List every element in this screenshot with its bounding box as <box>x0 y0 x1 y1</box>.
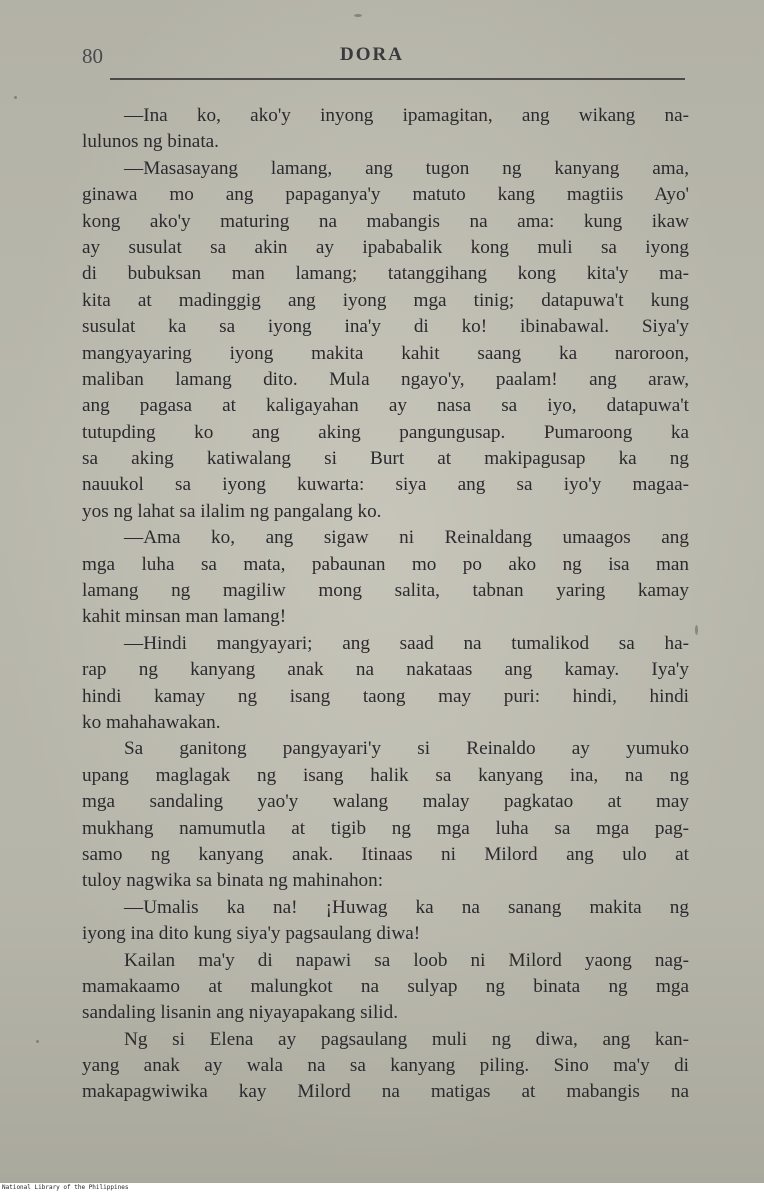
text-line: yos ng lahat sa ilalim ng pangalang ko. <box>82 500 382 522</box>
text-line: —Ama ko, ang sigaw ni Reinaldang umaagos ang <box>124 527 689 549</box>
text-line: di bubuksan man lamang; tatanggihang kong kita'y ma- <box>82 263 689 285</box>
text-line: —Masasayang lamang, ang tugon ng kanyang ama, <box>124 157 689 179</box>
body-text <box>82 103 689 1106</box>
text-line: kahit minsan man lamang! <box>82 606 287 628</box>
text-line: mamakaamo at malungkot na sulyap ng binata ng mga <box>82 975 689 997</box>
text-line: ko mahahawakan. <box>82 711 221 733</box>
text-line: tuloy nagwika sa binata ng mahinahon: <box>82 870 384 892</box>
text-line: samo ng kanyang anak. Itinaas ni Milord ang ulo at <box>82 843 689 865</box>
text-line: ginawa mo ang papaganya'y matuto kang magtiis Ayo' <box>82 184 689 206</box>
text-line: mga luha sa mata, pabaunan mo po ako ng isa man <box>82 553 689 575</box>
header-rule <box>110 78 685 80</box>
text-line: yang anak ay wala na sa kanyang piling. Sino ma'y di <box>82 1055 689 1077</box>
text-line: makapagwiwika kay Milord na matigas at mabangis na <box>82 1081 689 1103</box>
paper-speck <box>36 1040 39 1043</box>
text-line: lamang ng magiliw mong salita, tabnan yaring kamay <box>82 580 689 602</box>
text-line: sandaling lisanin ang niyayapakang silid. <box>82 1002 398 1024</box>
paper-speck <box>14 96 17 99</box>
library-credit: National Library of the Philippines <box>2 1184 129 1191</box>
text-line: —Umalis ka na! ¡Huwag ka na sanang makita ng <box>124 896 689 918</box>
text-line: hindi kamay ng isang taong may puri: hindi, hindi <box>82 685 689 707</box>
text-line: kita at madinggig ang iyong mga tinig; datapuwa't kung <box>82 289 689 311</box>
text-line: Ng si Elena ay pagsaulang muli ng diwa, ang kan- <box>124 1028 689 1050</box>
text-line: rap ng kanyang anak na nakataas ang kamay. Iya'y <box>82 659 689 681</box>
running-title: DORA <box>340 44 404 65</box>
text-line: mga sandaling yao'y walang malay pagkatao at may <box>82 791 689 813</box>
page-header <box>0 40 764 74</box>
paper-speck <box>695 625 698 635</box>
text-line: susulat ka sa iyong ina'y di ko! ibinabawal. Siya'y <box>82 316 689 338</box>
text-line: sa aking katiwalang si Burt at makipagusap ka ng <box>82 448 689 470</box>
text-line: tutupding ko ang aking pangungusap. Pumaroong ka <box>82 421 689 443</box>
paper-speck <box>354 14 362 17</box>
text-line: —Hindi mangyayari; ang saad na tumalikod sa ha- <box>124 632 689 654</box>
text-line: maliban lamang dito. Mula ngayo'y, paalam! ang araw, <box>82 368 689 390</box>
text-line: mukhang namumutla at tigib ng mga luha sa mga pag- <box>82 817 689 839</box>
text-line: ay susulat sa akin ay ipababalik kong muli sa iyong <box>82 236 689 258</box>
footer-strip <box>0 1183 764 1193</box>
text-line: kong ako'y maturing na mabangis na ama: kung ikaw <box>82 210 689 232</box>
text-line: ang pagasa at kaligayahan ay nasa sa iyo, datapuwa't <box>82 395 689 417</box>
text-line: mangyayaring iyong makita kahit saang ka naroroon, <box>82 342 689 364</box>
text-line: iyong ina dito kung siya'y pagsaulang diwa! <box>82 923 421 945</box>
text-line: Kailan ma'y di napawi sa loob ni Milord yaong nag- <box>124 949 689 971</box>
text-line: Sa ganitong pangyayari'y si Reinaldo ay yumuko <box>124 738 689 760</box>
text-line: lulunos ng binata. <box>82 131 219 153</box>
text-line: nauukol sa iyong kuwarta: siya ang sa iyo'y magaa- <box>82 474 689 496</box>
text-line: —Ina ko, ako'y inyong ipamagitan, ang wikang na- <box>124 105 689 126</box>
text-line: upang maglagak ng isang halik sa kanyang ina, na ng <box>82 764 689 786</box>
page-number: 80 <box>82 44 103 68</box>
